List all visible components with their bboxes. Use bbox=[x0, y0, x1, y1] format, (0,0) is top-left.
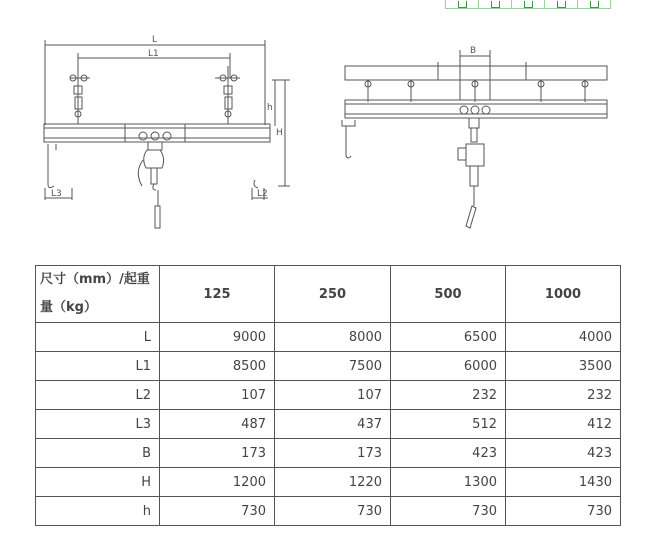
upper-rail bbox=[345, 66, 607, 80]
left-end-hook bbox=[48, 144, 54, 188]
row-label: h bbox=[36, 497, 160, 526]
table-cell: 487 bbox=[160, 410, 275, 439]
table-cell: 232 bbox=[506, 381, 621, 410]
table-cell: 107 bbox=[275, 381, 391, 410]
table-cell: 1220 bbox=[275, 468, 391, 497]
table-header-row bbox=[36, 266, 621, 323]
row-label: B bbox=[36, 439, 160, 468]
table-cell: 8500 bbox=[160, 352, 275, 381]
capacity-header-125: 125 bbox=[160, 266, 275, 323]
right-hanger bbox=[220, 66, 237, 124]
label-L3: L3 bbox=[51, 189, 62, 199]
table-cell: 107 bbox=[160, 381, 275, 410]
corner-header: 尺寸（mm）/起重量（kg） bbox=[36, 266, 160, 323]
table-row bbox=[36, 439, 621, 468]
capacity-header-250: 250 bbox=[275, 266, 391, 323]
label-L: L bbox=[152, 35, 158, 45]
label-L2: L2 bbox=[257, 189, 268, 199]
label-H: H bbox=[276, 128, 283, 138]
table-cell: 6500 bbox=[391, 323, 506, 352]
table-cell: 423 bbox=[506, 439, 621, 468]
row-label: L1 bbox=[36, 352, 160, 381]
table-row bbox=[36, 381, 621, 410]
table-cell: 3500 bbox=[506, 352, 621, 381]
table-cell: 6000 bbox=[391, 352, 506, 381]
capacity-header-1000: 1000 bbox=[506, 266, 621, 323]
hoist bbox=[138, 132, 171, 228]
front-view bbox=[44, 35, 290, 228]
left-hanger bbox=[70, 66, 87, 124]
table-cell: 1200 bbox=[160, 468, 275, 497]
table-row bbox=[36, 497, 621, 526]
label-B: B bbox=[470, 46, 477, 56]
table-row bbox=[36, 323, 621, 352]
capacity-header-500: 500 bbox=[391, 266, 506, 323]
table-cell: 437 bbox=[275, 410, 391, 439]
table-row bbox=[36, 468, 621, 497]
side-hoist bbox=[458, 118, 484, 228]
table-cell: 7500 bbox=[275, 352, 391, 381]
label-L1: L1 bbox=[148, 49, 159, 59]
side-view bbox=[342, 46, 607, 228]
crane-drawing bbox=[0, 0, 651, 265]
table-cell: 1430 bbox=[506, 468, 621, 497]
table-cell: 512 bbox=[391, 410, 506, 439]
table-cell: 8000 bbox=[275, 323, 391, 352]
table-cell: 730 bbox=[506, 497, 621, 526]
table-cell: 730 bbox=[275, 497, 391, 526]
table-cell: 730 bbox=[160, 497, 275, 526]
row-label: L bbox=[36, 323, 160, 352]
side-hangers bbox=[365, 62, 588, 102]
table-cell: 730 bbox=[391, 497, 506, 526]
label-h: h bbox=[267, 103, 273, 113]
table-cell: 423 bbox=[391, 439, 506, 468]
table-row bbox=[36, 352, 621, 381]
table-cell: 232 bbox=[391, 381, 506, 410]
table-cell: 173 bbox=[275, 439, 391, 468]
table-cell: 9000 bbox=[160, 323, 275, 352]
row-label: H bbox=[36, 468, 160, 497]
spec-table bbox=[35, 265, 621, 526]
table-cell: 173 bbox=[160, 439, 275, 468]
row-label: L2 bbox=[36, 381, 160, 410]
lower-girder bbox=[345, 100, 607, 118]
table-cell: 1300 bbox=[391, 468, 506, 497]
table-cell: 412 bbox=[506, 410, 621, 439]
table-row bbox=[36, 410, 621, 439]
table-cell: 4000 bbox=[506, 323, 621, 352]
row-label: L3 bbox=[36, 410, 160, 439]
